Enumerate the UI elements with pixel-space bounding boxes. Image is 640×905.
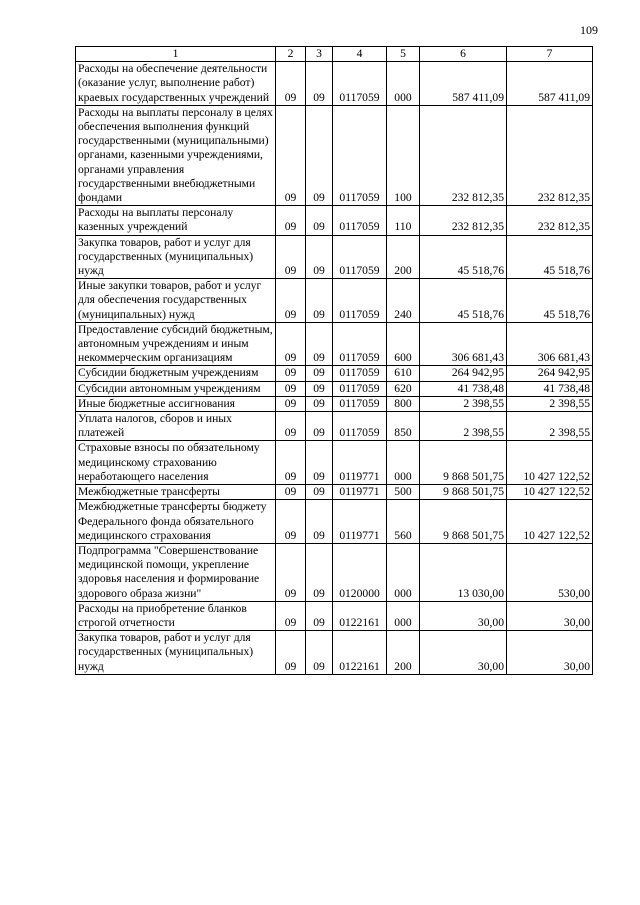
row-amount-cell: 2 398,55 bbox=[420, 412, 507, 441]
row-amount-cell: 232 812,35 bbox=[420, 105, 507, 205]
row-target-article-cell: 0122161 bbox=[333, 601, 387, 630]
row-section-cell: 09 bbox=[276, 441, 306, 485]
row-name-cell: Предоставление субсидий бюджетным, автономным учреждениям и иным некоммерческим организациям bbox=[76, 322, 276, 366]
row-target-article-cell: 0117059 bbox=[333, 279, 387, 323]
row-amount-cell: 9 868 501,75 bbox=[420, 441, 507, 485]
row-subsection-cell: 09 bbox=[306, 441, 333, 485]
row-name-cell: Субсидии автономным учреждениям bbox=[76, 381, 276, 396]
table-row bbox=[76, 396, 593, 411]
row-subsection-cell: 09 bbox=[306, 412, 333, 441]
table-body bbox=[76, 62, 593, 675]
row-expense-type-cell: 610 bbox=[387, 366, 420, 381]
row-amount-next-cell: 2 398,55 bbox=[507, 396, 593, 411]
row-amount-cell: 13 030,00 bbox=[420, 543, 507, 601]
row-subsection-cell: 09 bbox=[306, 396, 333, 411]
row-section-cell: 09 bbox=[276, 412, 306, 441]
row-section-cell: 09 bbox=[276, 601, 306, 630]
row-subsection-cell: 09 bbox=[306, 543, 333, 601]
row-target-article-cell: 0117059 bbox=[333, 235, 387, 279]
table-row bbox=[76, 279, 593, 323]
row-section-cell: 09 bbox=[276, 631, 306, 675]
table-row bbox=[76, 105, 593, 205]
row-name-cell: Подпрограмма "Совершенствование медицинской помощи, укрепление здоровья населения и формирование здорового образа жизни" bbox=[76, 543, 276, 601]
row-amount-cell: 30,00 bbox=[420, 631, 507, 675]
budget-table bbox=[75, 46, 593, 675]
row-expense-type-cell: 200 bbox=[387, 631, 420, 675]
column-header: 5 bbox=[387, 47, 420, 62]
table-row bbox=[76, 601, 593, 630]
row-section-cell: 09 bbox=[276, 105, 306, 205]
row-subsection-cell: 09 bbox=[306, 206, 333, 235]
row-section-cell: 09 bbox=[276, 543, 306, 601]
row-amount-cell: 41 738,48 bbox=[420, 381, 507, 396]
row-target-article-cell: 0117059 bbox=[333, 366, 387, 381]
table-header-row bbox=[76, 47, 593, 62]
row-name-cell: Расходы на выплаты персоналу казенных учреждений bbox=[76, 206, 276, 235]
row-amount-next-cell: 264 942,95 bbox=[507, 366, 593, 381]
row-amount-next-cell: 306 681,43 bbox=[507, 322, 593, 366]
row-subsection-cell: 09 bbox=[306, 279, 333, 323]
table-row bbox=[76, 485, 593, 500]
row-expense-type-cell: 620 bbox=[387, 381, 420, 396]
row-subsection-cell: 09 bbox=[306, 500, 333, 544]
row-target-article-cell: 0117059 bbox=[333, 412, 387, 441]
row-target-article-cell: 0117059 bbox=[333, 206, 387, 235]
row-expense-type-cell: 000 bbox=[387, 543, 420, 601]
row-subsection-cell: 09 bbox=[306, 366, 333, 381]
row-target-article-cell: 0117059 bbox=[333, 381, 387, 396]
row-name-cell: Межбюджетные трансферты bbox=[76, 485, 276, 500]
row-target-article-cell: 0117059 bbox=[333, 62, 387, 106]
row-name-cell: Расходы на обеспечение деятельности (оказание услуг, выполнение работ) краевых государственных учреждений bbox=[76, 62, 276, 106]
row-subsection-cell: 09 bbox=[306, 601, 333, 630]
table-row bbox=[76, 631, 593, 675]
row-amount-cell: 264 942,95 bbox=[420, 366, 507, 381]
row-name-cell: Закупка товаров, работ и услуг для государственных (муниципальных) нужд bbox=[76, 235, 276, 279]
row-section-cell: 09 bbox=[276, 396, 306, 411]
row-target-article-cell: 0120000 bbox=[333, 543, 387, 601]
row-name-cell: Субсидии бюджетным учреждениям bbox=[76, 366, 276, 381]
row-expense-type-cell: 800 bbox=[387, 396, 420, 411]
row-amount-next-cell: 30,00 bbox=[507, 631, 593, 675]
row-name-cell: Закупка товаров, работ и услуг для государственных (муниципальных) нужд bbox=[76, 631, 276, 675]
row-expense-type-cell: 240 bbox=[387, 279, 420, 323]
row-name-cell: Иные бюджетные ассигнования bbox=[76, 396, 276, 411]
row-amount-next-cell: 10 427 122,52 bbox=[507, 500, 593, 544]
row-section-cell: 09 bbox=[276, 322, 306, 366]
row-name-cell: Страховые взносы по обязательному медицинскому страхованию неработающего населения bbox=[76, 441, 276, 485]
row-section-cell: 09 bbox=[276, 381, 306, 396]
row-name-cell: Расходы на приобретение бланков строгой отчетности bbox=[76, 601, 276, 630]
row-amount-cell: 9 868 501,75 bbox=[420, 485, 507, 500]
row-section-cell: 09 bbox=[276, 206, 306, 235]
row-target-article-cell: 0119771 bbox=[333, 485, 387, 500]
row-target-article-cell: 0119771 bbox=[333, 441, 387, 485]
row-amount-next-cell: 45 518,76 bbox=[507, 235, 593, 279]
row-amount-cell: 2 398,55 bbox=[420, 396, 507, 411]
table-row bbox=[76, 235, 593, 279]
row-amount-cell: 587 411,09 bbox=[420, 62, 507, 106]
row-amount-next-cell: 10 427 122,52 bbox=[507, 485, 593, 500]
table-row bbox=[76, 500, 593, 544]
row-amount-next-cell: 41 738,48 bbox=[507, 381, 593, 396]
row-amount-next-cell: 530,00 bbox=[507, 543, 593, 601]
column-header: 6 bbox=[420, 47, 507, 62]
row-subsection-cell: 09 bbox=[306, 105, 333, 205]
table-row bbox=[76, 412, 593, 441]
row-expense-type-cell: 850 bbox=[387, 412, 420, 441]
table-row bbox=[76, 441, 593, 485]
row-subsection-cell: 09 bbox=[306, 485, 333, 500]
row-expense-type-cell: 000 bbox=[387, 601, 420, 630]
row-expense-type-cell: 200 bbox=[387, 235, 420, 279]
row-target-article-cell: 0122161 bbox=[333, 631, 387, 675]
table-row bbox=[76, 62, 593, 106]
column-header: 2 bbox=[276, 47, 306, 62]
row-name-cell: Иные закупки товаров, работ и услуг для обеспечения государственных (муниципальных) нужд bbox=[76, 279, 276, 323]
row-subsection-cell: 09 bbox=[306, 631, 333, 675]
row-target-article-cell: 0117059 bbox=[333, 322, 387, 366]
row-target-article-cell: 0117059 bbox=[333, 105, 387, 205]
column-header: 4 bbox=[333, 47, 387, 62]
row-amount-next-cell: 10 427 122,52 bbox=[507, 441, 593, 485]
row-target-article-cell: 0117059 bbox=[333, 396, 387, 411]
row-amount-next-cell: 2 398,55 bbox=[507, 412, 593, 441]
row-section-cell: 09 bbox=[276, 485, 306, 500]
row-amount-cell: 9 868 501,75 bbox=[420, 500, 507, 544]
row-name-cell: Уплата налогов, сборов и иных платежей bbox=[76, 412, 276, 441]
row-section-cell: 09 bbox=[276, 366, 306, 381]
row-expense-type-cell: 000 bbox=[387, 62, 420, 106]
column-header: 1 bbox=[76, 47, 276, 62]
row-amount-cell: 30,00 bbox=[420, 601, 507, 630]
table-row bbox=[76, 366, 593, 381]
table-row bbox=[76, 322, 593, 366]
row-subsection-cell: 09 bbox=[306, 322, 333, 366]
row-expense-type-cell: 100 bbox=[387, 105, 420, 205]
row-subsection-cell: 09 bbox=[306, 235, 333, 279]
row-expense-type-cell: 560 bbox=[387, 500, 420, 544]
table-row bbox=[76, 206, 593, 235]
row-target-article-cell: 0119771 bbox=[333, 500, 387, 544]
row-expense-type-cell: 500 bbox=[387, 485, 420, 500]
row-expense-type-cell: 110 bbox=[387, 206, 420, 235]
row-section-cell: 09 bbox=[276, 279, 306, 323]
row-amount-cell: 306 681,43 bbox=[420, 322, 507, 366]
row-name-cell: Расходы на выплаты персоналу в целях обеспечения выполнения функций государственными (муниципальными) органами, казенными учреждениями, органами управления государственными внебюджетными фондами bbox=[76, 105, 276, 205]
row-amount-next-cell: 587 411,09 bbox=[507, 62, 593, 106]
row-subsection-cell: 09 bbox=[306, 62, 333, 106]
row-expense-type-cell: 000 bbox=[387, 441, 420, 485]
row-section-cell: 09 bbox=[276, 62, 306, 106]
row-section-cell: 09 bbox=[276, 500, 306, 544]
row-amount-next-cell: 232 812,35 bbox=[507, 105, 593, 205]
row-section-cell: 09 bbox=[276, 235, 306, 279]
column-header: 7 bbox=[507, 47, 593, 62]
row-amount-next-cell: 45 518,76 bbox=[507, 279, 593, 323]
row-subsection-cell: 09 bbox=[306, 381, 333, 396]
page-number: 109 bbox=[580, 23, 598, 37]
table-row bbox=[76, 381, 593, 396]
column-header: 3 bbox=[306, 47, 333, 62]
row-amount-cell: 45 518,76 bbox=[420, 235, 507, 279]
row-amount-next-cell: 232 812,35 bbox=[507, 206, 593, 235]
row-amount-cell: 232 812,35 bbox=[420, 206, 507, 235]
table-row bbox=[76, 543, 593, 601]
row-amount-cell: 45 518,76 bbox=[420, 279, 507, 323]
row-expense-type-cell: 600 bbox=[387, 322, 420, 366]
row-amount-next-cell: 30,00 bbox=[507, 601, 593, 630]
row-name-cell: Межбюджетные трансферты бюджету Федерального фонда обязательного медицинского страхования bbox=[76, 500, 276, 544]
